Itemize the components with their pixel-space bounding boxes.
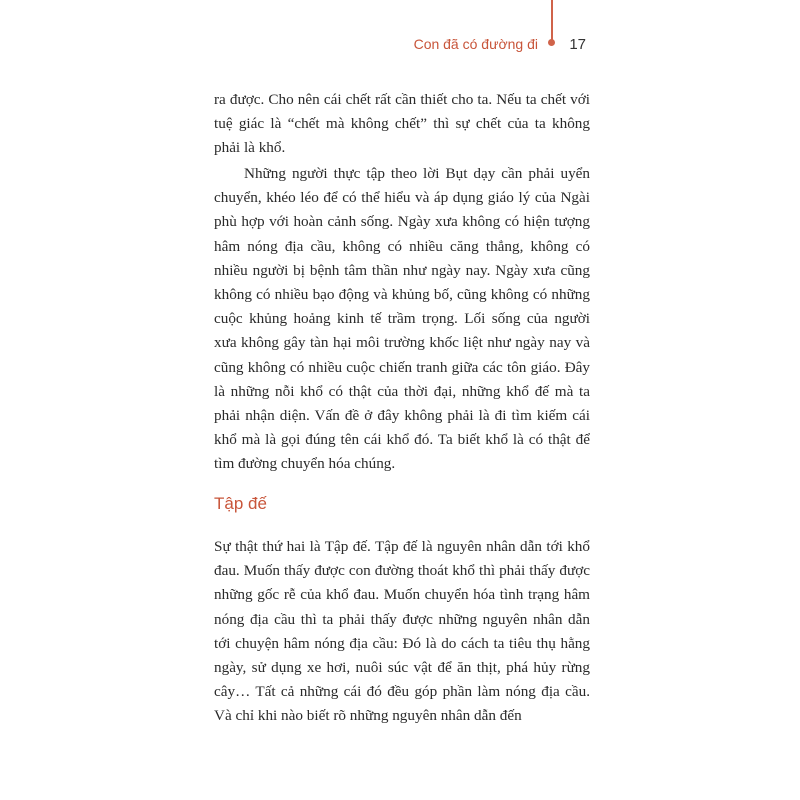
- header-divider-dot: [548, 39, 555, 46]
- page-number: 17: [569, 36, 586, 53]
- section-heading: Tập đế: [214, 494, 267, 513]
- paragraph-practice: Những người thực tập theo lời Bụt dạy cần phải uyển chuyển, khéo léo để có thể hiểu và áp dụng giáo lý của Ngài phù hợp với hoàn cảnh sống. Ngày xưa không có hiện tượng hâm nóng địa cầu, không có nhiều căng thẳng, không có nhiều người bị bệnh tâm thần như ngày nay. Ngày xưa cũng không có nhiều bạo động và khủng bố, cũng không có những cuộc khủng hoảng kinh tế trầm trọng. Lối sống của người xưa không gây tàn hại môi trường khốc liệt như ngày nay và cũng không có nhiều cuộc chiến tranh giữa các tôn giáo. Đây là những nỗi khổ có thật của thời đại, những khổ đế mà ta phải nhận diện. Vấn đề ở đây không phải là đi tìm kiếm cái khổ mà là gọi đúng tên cái khổ đó. Ta biết khổ là có thật để tìm đường chuyển hóa chúng.: [214, 165, 590, 473]
- header-divider-line: [551, 0, 553, 42]
- paragraph-second-truth: Sự thật thứ hai là Tập đế. Tập đế là nguyên nhân dẫn tới khổ đau. Muốn thấy được con đường thoát khổ thì phải thấy được những gốc rễ của khổ đau. Muốn chuyển hóa tình trạng hâm nóng địa cầu thì ta phải thấy được những nguyên nhân dẫn tới chuyện hâm nóng địa cầu: Đó là do cách ta tiêu thụ hằng ngày, sử dụng xe hơi, nuôi súc vật để ăn thịt, phá hủy rừng cây… Tất cả những cái đó đều góp phần làm nóng địa cầu. Và chỉ khi nào biết rõ những nguyên nhân dẫn đến: [214, 538, 590, 725]
- running-header: [380, 36, 600, 58]
- paragraph-continuation: ra được. Cho nên cái chết rất cần thiết cho ta. Nếu ta chết với tuệ giác là “chết mà không chết” thì sự chết của ta không phải là khổ.: [214, 91, 590, 157]
- chapter-title: Con đã có đường đi: [413, 36, 538, 52]
